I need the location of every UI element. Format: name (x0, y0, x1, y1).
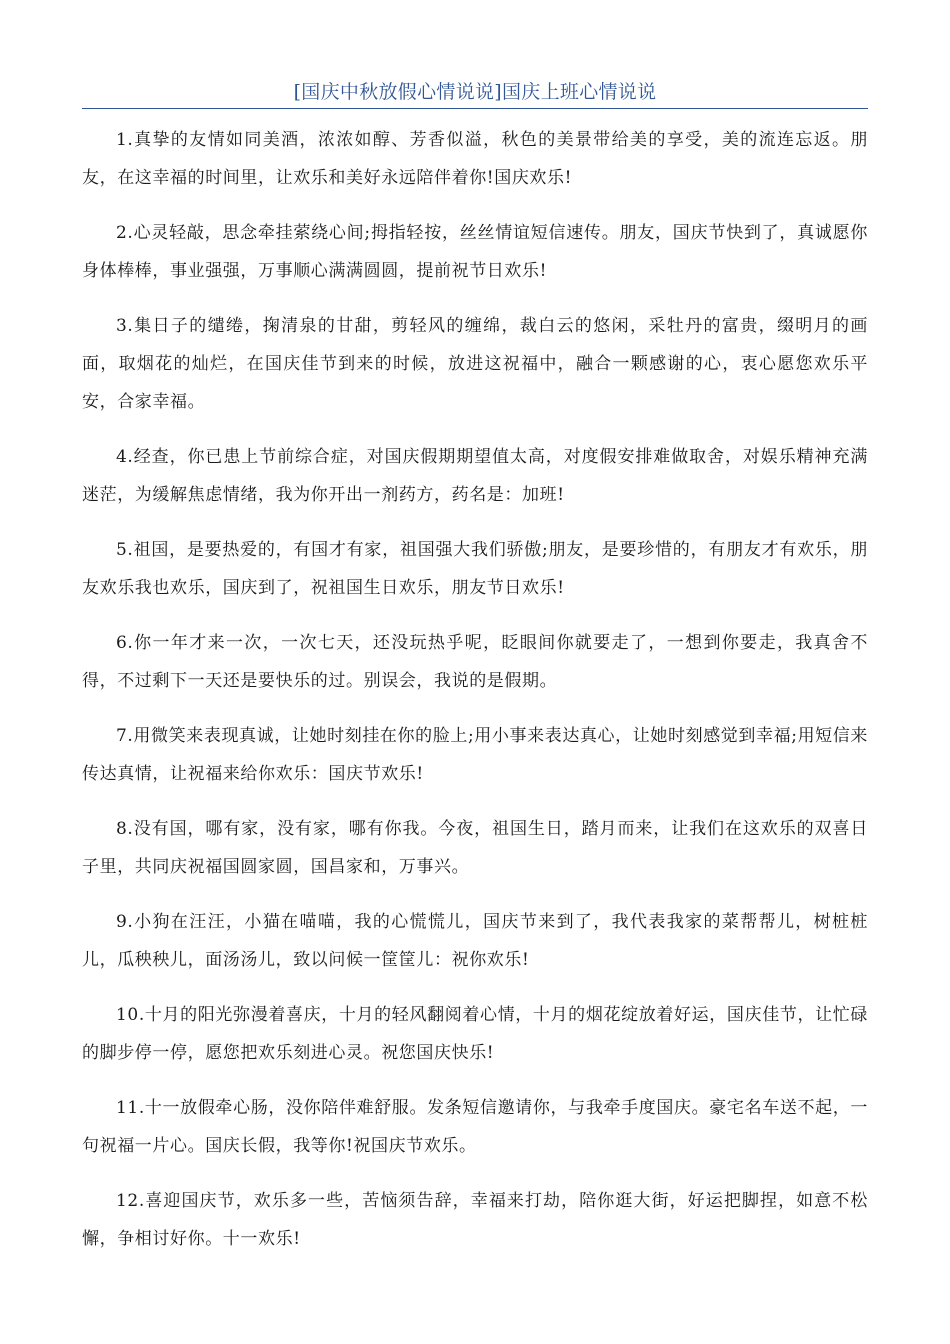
paragraph-6: 6.你一年才来一次，一次七天，还没玩热乎呢，眨眼间你就要走了，一想到你要走，我真舍不得，不过剩下一天还是要快乐的过。别误会，我说的是假期。 (82, 633, 868, 691)
paragraph-8: 8.没有国，哪有家，没有家，哪有你我。今夜，祖国生日，踏月而来，让我们在这欢乐的双喜日子里，共同庆祝福国圆家圆，国昌家和，万事兴。 (82, 819, 868, 877)
paragraph-4: 4.经查，你已患上节前综合症，对国庆假期期望值太高，对度假安排难做取舍，对娱乐精神充满迷茫，为缓解焦虑情绪，我为你开出一剂药方，药名是：加班! (82, 447, 868, 505)
paragraph-1: 1.真挚的友情如同美酒，浓浓如醇、芳香似溢，秋色的美景带给美的享受，美的流连忘返。朋友，在这幸福的时间里，让欢乐和美好永远陪伴着你!国庆欢乐! (82, 130, 868, 188)
document-body (82, 121, 868, 1275)
paragraph-11: 11.十一放假牵心肠，没你陪伴难舒服。发条短信邀请你，与我牵手度国庆。豪宅名车送不起，一句祝福一片心。国庆长假，我等你!祝国庆节欢乐。 (82, 1098, 868, 1156)
paragraph-9: 9.小狗在汪汪，小猫在喵喵，我的心慌慌儿，国庆节来到了，我代表我家的菜帮帮儿，树桩桩儿，瓜秧秧儿，面汤汤儿，致以问候一筐筐儿：祝你欢乐! (82, 912, 868, 970)
paragraph-5: 5.祖国，是要热爱的，有国才有家，祖国强大我们骄傲;朋友，是要珍惜的，有朋友才有欢乐，朋友欢乐我也欢乐，国庆到了，祝祖国生日欢乐，朋友节日欢乐! (82, 540, 868, 598)
paragraph-10: 10.十月的阳光弥漫着喜庆，十月的轻风翻阅着心情，十月的烟花绽放着好运，国庆佳节，让忙碌的脚步停一停，愿您把欢乐刻进心灵。祝您国庆快乐! (82, 1005, 868, 1063)
title-underline (82, 108, 868, 109)
paragraph-12: 12.喜迎国庆节，欢乐多一些，苦恼须告辞，幸福来打劫，陪你逛大街，好运把脚捏，如意不松懈，争相讨好你。十一欢乐! (82, 1191, 868, 1249)
paragraph-3: 3.集日子的缱绻，掬清泉的甘甜，剪轻风的缠绵，裁白云的悠闲，采牡丹的富贵，缀明月的画面，取烟花的灿烂，在国庆佳节到来的时候，放进这祝福中，融合一颗感谢的心，衷心愿您欢乐平安，合家幸福。 (82, 316, 868, 412)
paragraph-2: 2.心灵轻敲，思念牵挂萦绕心间;拇指轻按，丝丝情谊短信速传。朋友，国庆节快到了，真诚愿你身体棒棒，事业强强，万事顺心满满圆圆，提前祝节日欢乐! (82, 223, 868, 281)
document-title: [国庆中秋放假心情说说]国庆上班心情说说 (293, 81, 657, 103)
paragraph-7: 7.用微笑来表现真诚，让她时刻挂在你的脸上;用小事来表达真心，让她时刻感觉到幸福;用短信来传达真情，让祝福来给你欢乐：国庆节欢乐! (82, 726, 868, 784)
